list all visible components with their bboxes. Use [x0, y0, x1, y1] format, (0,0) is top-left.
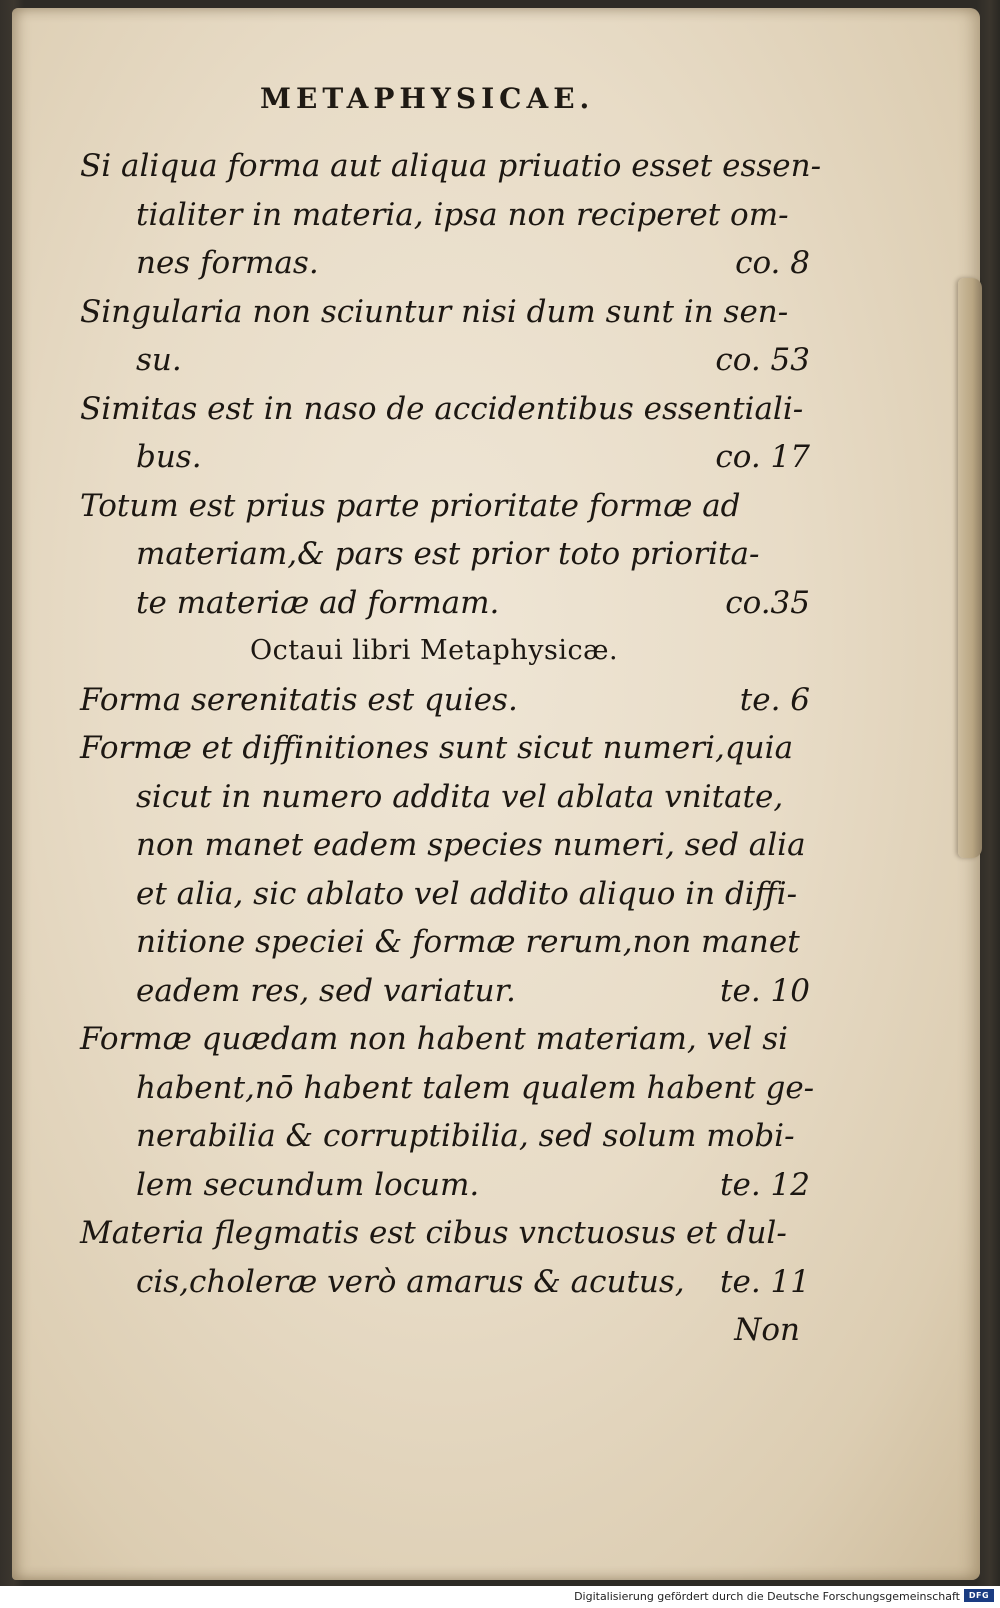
footer-credit: Digitalisierung gefördert durch die Deutsche Forschungsgemeinschaft: [574, 1590, 960, 1603]
section-heading: Octaui libri Metaphysicæ.: [250, 635, 619, 666]
entry-reference: co. 53: [715, 342, 810, 378]
entry-line: habent,nō habent talem qualem habent ge-: [136, 1069, 815, 1106]
entry-line: Totum est prius parte prioritate formæ ad: [80, 487, 741, 524]
entry-line-text: te materiæ ad formam.: [136, 584, 500, 621]
entry-line: Simitas est in naso de accidentibus essentiali-: [80, 390, 804, 427]
index-entry: [80, 288, 810, 385]
index-entry: [80, 1015, 815, 1209]
entry-reference: co. 17: [715, 439, 810, 475]
entry-line-text: bus.: [136, 439, 202, 475]
index-entry: [80, 676, 810, 725]
running-head: METAPHYSICAE.: [260, 82, 595, 115]
entry-line: et alia, sic ablato vel addito aliquo in diffi-: [136, 875, 798, 912]
entry-line: [80, 579, 810, 628]
entry-line: [80, 239, 810, 288]
entry-line: [80, 433, 810, 482]
index-entry: [80, 1209, 810, 1306]
entry-line: Formæ et diffinitiones sunt sicut numeri,quia: [80, 730, 794, 766]
entry-line: Si aliqua forma aut aliqua priuatio esset essen-: [80, 148, 822, 184]
entry-line: nitione speciei & formæ rerum,non manet: [136, 924, 800, 960]
entry-reference: te. 6: [739, 681, 810, 718]
index-entry: [80, 385, 810, 482]
entry-reference: co. 8: [735, 245, 810, 281]
entry-line: Materia flegmatis est cibus vnctuosus et dul-: [80, 1215, 787, 1251]
entry-reference: co.35: [725, 584, 810, 621]
entry-line: [80, 967, 810, 1016]
entry-reference: te. 12: [720, 1166, 810, 1203]
entry-line-text: Forma serenitatis est quies.: [80, 681, 518, 718]
page-edge-tab: [958, 278, 982, 858]
entry-line: [80, 676, 810, 725]
entry-line-text: nes formas.: [136, 245, 319, 281]
entry-line: non manet eadem species numeri, sed alia: [136, 827, 806, 863]
entry-reference: te. 11: [720, 1263, 810, 1300]
entry-line-text: eadem res, sed variatur.: [136, 972, 516, 1009]
entry-line: Singularia non sciuntur nisi dum sunt in sen-: [80, 293, 789, 330]
page-text: [80, 142, 822, 1355]
entry-line-text: lem secundum locum.: [136, 1166, 480, 1203]
entry-line: tialiter in materia, ipsa non reciperet om-: [136, 196, 789, 233]
index-entry: [80, 142, 822, 288]
entry-line: Formæ quædam non habent materiam, vel si: [80, 1021, 789, 1057]
entry-line: sicut in numero addita vel ablata vnitate,: [136, 778, 784, 815]
entry-line: [80, 336, 810, 385]
entry-line: materiam,& pars est prior toto priorita-: [136, 536, 760, 572]
entry-line: [80, 1161, 810, 1210]
dfg-logo-icon: DFG: [964, 1589, 994, 1602]
catchword: Non: [734, 1312, 800, 1348]
index-entry: [80, 724, 810, 1015]
index-entry: [80, 482, 810, 628]
entry-line: nerabilia & corruptibilia, sed solum mobi-: [136, 1118, 795, 1154]
entry-reference: te. 10: [720, 972, 810, 1009]
entry-line-text: su.: [136, 342, 182, 378]
entry-line: [80, 1258, 810, 1307]
entry-line-text: cis,choleræ verò amarus & acutus,: [136, 1263, 685, 1300]
